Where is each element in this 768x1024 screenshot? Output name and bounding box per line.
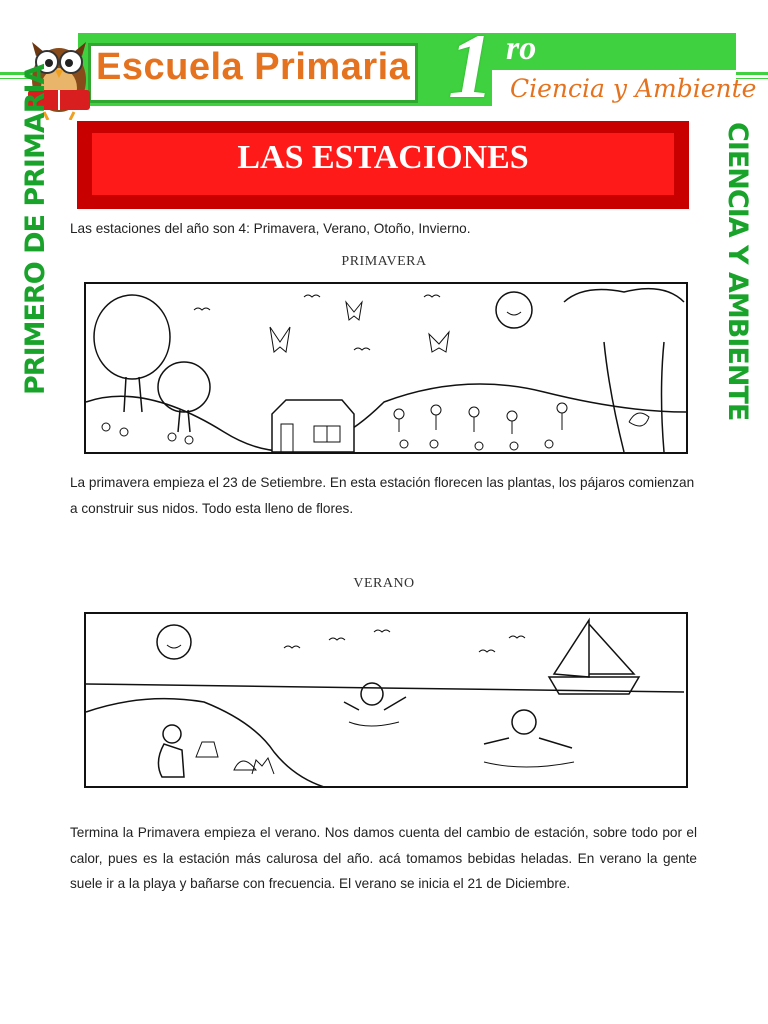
spring-paragraph: La primavera empieza el 23 de Setiembre. En esta estación florecen las plantas, los pájaros comienzan a construir sus nidos. Todo esta lleno de flores. (70, 475, 695, 516)
brand-title: Escuela Primaria (96, 46, 411, 88)
side-label-right: CIENCIA Y AMBIENTE (722, 122, 753, 421)
intro-text: Las estaciones del año son 4: Primavera, Verano, Otoño, Invierno. (70, 221, 471, 236)
summer-illustration (84, 612, 688, 788)
side-label-left: PRIMERO DE PRIMARIA (20, 64, 51, 395)
summer-paragraph: Termina la Primavera empieza el verano. Nos damos cuenta del cambio de estación, sobre todo por el calor, pues es la estación más calurosa del año. acá tomamos bebidas heladas. En verano la gente suele ir a la playa y bañarse con frecuencia. El verano se inicia el 21 de Diciembre. (70, 825, 697, 891)
spring-illustration (84, 282, 688, 454)
section-heading-summer: VERANO (353, 576, 415, 591)
section-heading-spring: PRIMAVERA (341, 254, 427, 269)
subject-title: Ciencia y Ambiente (510, 74, 757, 103)
page-title: LAS ESTACIONES (237, 139, 529, 176)
grade-suffix: ro (506, 30, 537, 67)
grade-number: 1 (448, 15, 494, 117)
